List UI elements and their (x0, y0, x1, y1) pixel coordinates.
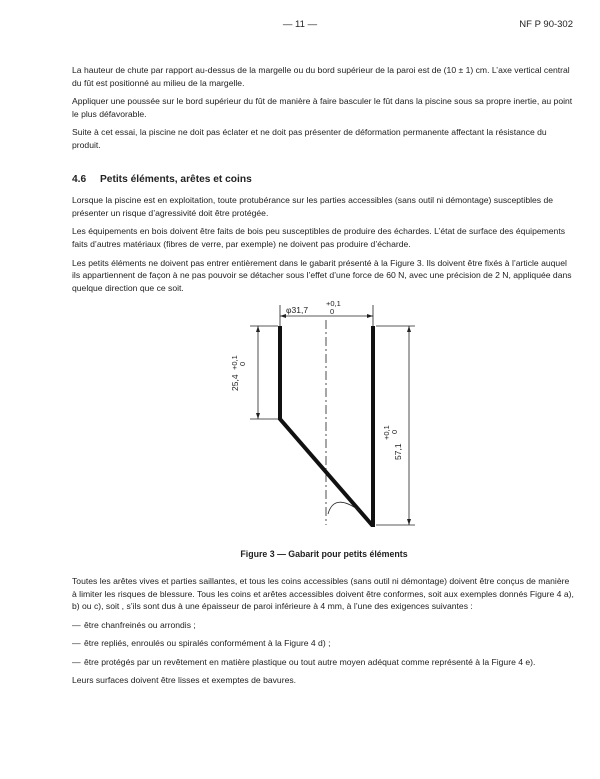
right-dimension-tolerance-upper: +0,1 (382, 425, 391, 441)
page-number: — 11 — (282, 19, 318, 30)
section-paragraph: Lorsque la piscine est en exploitation, toute protubérance sur les parties accessibles (sans outil ni démontage) susceptibles de présenter un risque d’agressivité doit être protégée. (72, 195, 554, 218)
figure-caption: Figure 3 — Gabarit pour petits éléments (240, 549, 408, 560)
diameter-value: φ31,7 (286, 305, 309, 316)
right-dimension-value: 57,1 (393, 443, 403, 461)
intro-paragraph: Suite à cet essai, la piscine ne doit pas éclater et ne doit pas présenter de déformation permanente affectant la résistance du produit. (72, 127, 547, 150)
standard-reference: NF P 90-302 (519, 19, 573, 30)
intro-paragraph: Appliquer une poussée sur le bord supérieur du fût de manière à faire basculer le fût dans la piscine sous sa propre inertie, au point le plus défavorable. (72, 96, 573, 119)
section-heading (72, 174, 576, 187)
arrow-right (367, 314, 373, 318)
list-item-text: être repliés, enroulés ou spiralés conformément à la Figure 4 d) ; (84, 638, 331, 649)
figure-3-gauge-drawing (72, 300, 576, 546)
closing-paragraph: Leurs surfaces doivent être lisses et exemptes de bavures. (72, 675, 297, 686)
diameter-tolerance-upper: +0,1 (326, 300, 341, 309)
after-figure-paragraph: Toutes les arêtes vives et parties saillantes, et tous les coins accessibles (sans outil ni démontage) doivent être conçus de manière à limiter les risques de blessure. Tous les coins et arêtes accessibles doivent être conformes, soit aux exemples donnés Figure 4 a), b) ou c), soit , s’ils sont dus à une épaisseur de paroi inférieure à 4 mm, à l’une des exigences suivantes : (72, 575, 574, 612)
requirements-list (72, 619, 576, 669)
list-item-text: être protégés par un revêtement en matière plastique ou tout autre moyen adéquat comme représenté à la Figure 4 e). (84, 656, 536, 667)
diameter-tolerance-lower: 0 (330, 307, 335, 317)
section-paragraph: Les petits éléments ne doivent pas entrer entièrement dans le gabarit présenté à la Figure 3. Ils doivent être fixés à l’article auquel ils appartiennent de façon à ne pas pouvoir se détacher sous l’effet d’une force de 60 N, avec une précision de 2 N, appliquée dans quelque direction que ce soit. (72, 257, 572, 293)
intro-paragraph: La hauteur de chute par rapport au-dessus de la margelle ou du bord supérieur de la paroi est de (10 ± 1) cm. L’axe vertical central du fût est positionné au milieu de la margelle. (72, 65, 570, 88)
section-title: Petits éléments, arêtes et coins (100, 173, 252, 185)
gauge-outline (280, 326, 373, 525)
section-number: 4.6 (72, 173, 87, 185)
list-dash: — (72, 638, 81, 649)
list-item-text: être chanfreinés ou arrondis ; (84, 619, 196, 630)
arrow-left-dim-top (256, 326, 260, 332)
list-item (72, 656, 576, 669)
gauge-diagram (72, 300, 576, 546)
document-body (72, 64, 576, 693)
list-dash: — (72, 619, 81, 630)
left-dimension-value: 25,4 (230, 374, 240, 392)
arrow-right-dim-bottom (407, 519, 411, 525)
left-dimension-tolerance-upper: +0,1 (230, 355, 239, 371)
list-item (72, 637, 576, 650)
section-paragraph: Les équipements en bois doivent être faits de bois peu susceptibles de produire des échardes. L’état de surface des équipements faits d’autres matériaux (fibres de verre, par exemple) ne doivent pas produire d’écharde. (72, 226, 566, 249)
arrow-left-dim-bottom (256, 413, 260, 419)
right-dimension-tolerance-lower: 0 (390, 430, 399, 435)
list-item (72, 619, 576, 632)
left-dimension-tolerance-lower: 0 (238, 362, 247, 367)
list-dash: — (72, 656, 81, 667)
arrow-right-dim-top (407, 326, 411, 332)
